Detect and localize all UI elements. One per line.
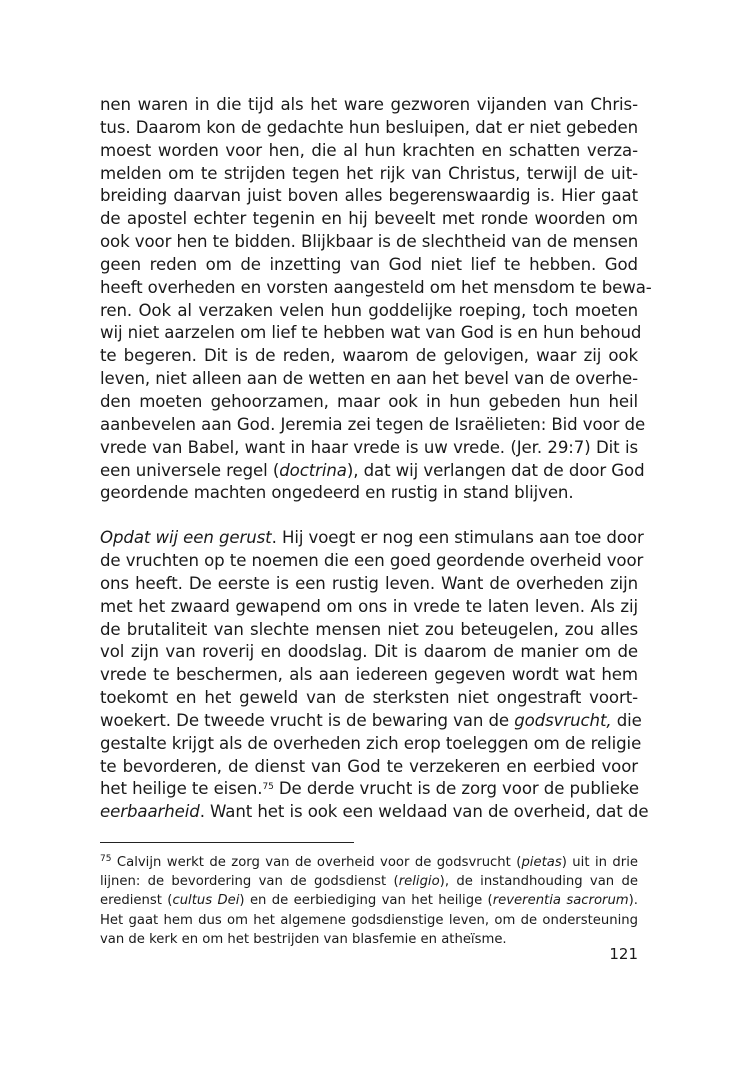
italic-term: pietas	[521, 855, 562, 870]
text-line: moest worden voor hen, die al hun krachten en schatten verza-	[100, 140, 638, 160]
italic-term: godsvrucht,	[514, 710, 612, 730]
text-span: het heilige te eisen.	[100, 779, 263, 799]
text-line: vrede te beschermen, als aan iedereen gegeven wordt wat hem	[100, 665, 638, 685]
footnote-line	[100, 853, 638, 872]
footnote-line: van de kerk en om het bestrijden van blasfemie en atheïsme.	[100, 931, 507, 947]
footnote-number: 75	[100, 854, 112, 864]
paragraph-1	[100, 94, 652, 505]
text-line: toekomt en het geweld van de sterksten niet ongestraft voort-	[100, 688, 638, 708]
text-line: vrede van Babel, want in haar vrede is uw vrede. (Jer. 29:7) Dit is	[100, 437, 638, 457]
text-line: heeft overheden en vorsten aangesteld om het mensdom te bewa-	[100, 277, 652, 297]
italic-term: doctrina	[279, 460, 347, 480]
text-line: wij niet aarzelen om lief te hebben wat van God is en hun behoud	[100, 323, 642, 343]
text-line: aanbevelen aan God. Jeremia zei tegen de Israëlieten: Bid voor de	[100, 414, 646, 434]
text-span: lijnen: de bevordering van de godsdienst (	[100, 874, 399, 890]
text-span: De derde vrucht is de zorg voor de publieke	[273, 779, 639, 799]
text-span: Calvijn werkt de zorg van de overheid voor de godsvrucht (	[111, 855, 522, 870]
italic-term: eerbaarheid	[100, 802, 200, 822]
text-line: met het zwaard gewapend om ons in vrede te laten leven. Als zij	[100, 596, 638, 616]
text-line: ons heeft. De eerste is een rustig leven. Want de overheden zijn	[100, 573, 638, 593]
text-line: ren. Ook al verzaken velen hun goddelijke roeping, toch moeten	[100, 300, 638, 320]
page-number: 121	[609, 945, 638, 963]
text-line: ook voor hen te bidden. Blijkbaar is de slechtheid van de mensen	[100, 232, 639, 252]
text-span: ) uit in drie	[561, 855, 638, 870]
text-span: ) en de eerbiediging van het heilige (	[239, 893, 493, 909]
text-line	[100, 710, 642, 733]
main-text	[100, 94, 652, 824]
text-line: de apostel echter tegenin en hij beveelt met ronde woorden om	[100, 209, 638, 229]
italic-term: religio	[398, 874, 440, 890]
footnote	[100, 853, 638, 949]
text-line: vol zijn van roverij en doodslag. Dit is daarom de manier om de	[100, 642, 638, 662]
paragraph-2	[100, 527, 649, 824]
text-line	[100, 778, 638, 801]
text-line: gestalte krijgt als de overheden zich erop toeleggen om de religie	[100, 733, 642, 753]
italic-term: cultus Dei	[172, 893, 240, 909]
text-span: . Want het is ook een weldaad van de overheid, dat de	[199, 802, 649, 822]
text-line: leven, niet alleen aan de wetten en aan het bevel van de overhe-	[100, 369, 638, 389]
text-span: woekert. De tweede vrucht is de bewaring van de	[100, 710, 515, 730]
text-line: tus. Daarom kon de gedachte hun besluipen, dat er niet gebeden	[100, 117, 638, 137]
footnote-divider	[100, 842, 354, 843]
footnote-line: Het gaat hem dus om het algemene godsdienstige leven, om de ondersteuning	[100, 912, 638, 928]
text-span: die	[611, 710, 642, 730]
text-line: geordende machten ongedeerd en rustig in stand blijven.	[100, 483, 574, 503]
text-span: . Hij voegt er nog een stimulans aan toe door	[271, 528, 644, 548]
text-line	[100, 801, 649, 824]
text-span: een universele regel (	[100, 460, 280, 480]
italic-term: reverentia sacrorum	[492, 893, 629, 909]
text-line: geen reden om de inzetting van God niet lief te hebben. God	[100, 254, 638, 274]
italic-lemma: Opdat wij een gerust	[100, 528, 272, 548]
text-line	[100, 527, 644, 550]
text-line: de brutaliteit van slechte mensen niet zou beteugelen, zou alles	[100, 619, 638, 639]
text-span: ), dat wij verlangen dat de door God	[346, 460, 645, 480]
footnote-line	[100, 872, 638, 891]
footnote-reference[interactable]: 75	[262, 782, 274, 793]
text-line: te begeren. Dit is de reden, waarom de gelovigen, waar zij ook	[100, 346, 638, 366]
text-span: eredienst (	[100, 893, 173, 909]
text-line: te bevorderen, de dienst van God te verzekeren en eerbied voor	[100, 756, 638, 776]
text-span: ).	[628, 893, 638, 909]
text-line: nen waren in die tijd als het ware gezworen vijanden van Chris-	[100, 95, 638, 114]
text-line: de vruchten op te noemen die een goed geordende overheid voor	[100, 551, 644, 571]
text-line: breiding daarvan juist boven alles begerenswaardig is. Hier gaat	[100, 186, 638, 206]
text-line: den moeten gehoorzamen, maar ook in hun gebeden hun heil	[100, 391, 638, 411]
text-line: melden om te strijden tegen het rijk van Christus, terwijl de uit-	[100, 163, 638, 183]
text-line	[100, 460, 645, 483]
footnote-line	[100, 891, 638, 910]
text-span: ), de instandhouding van de	[439, 874, 638, 890]
